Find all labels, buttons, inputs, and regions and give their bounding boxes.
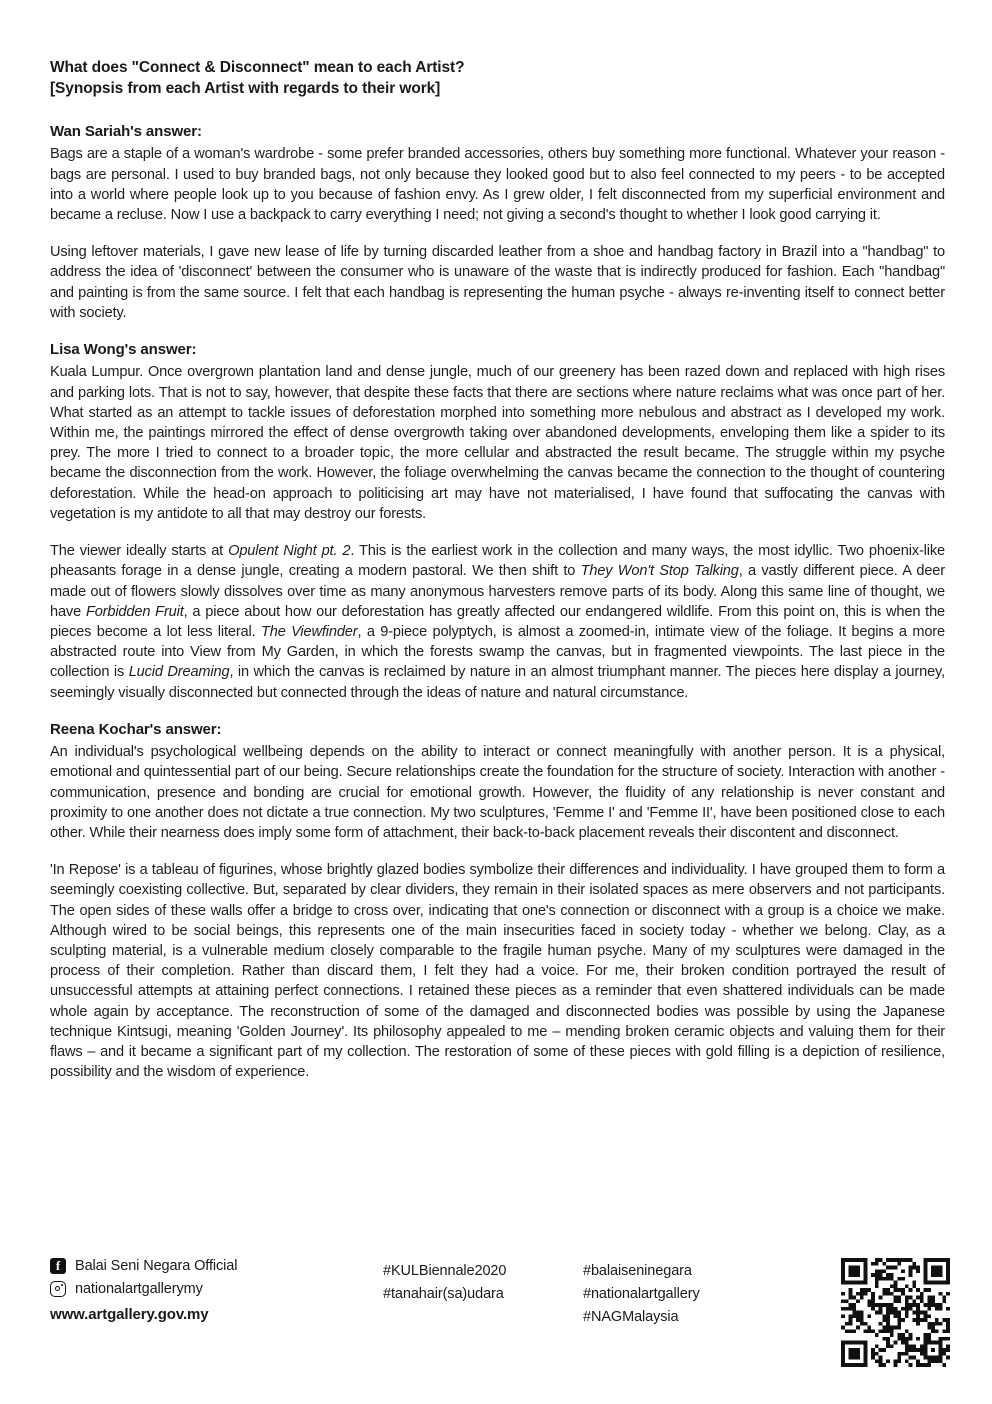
title-line-2: [Synopsis from each Artist with regards to their work] [50,79,441,97]
italic-title: Opulent Night pt. 2 [228,543,351,560]
italic-title: The Viewfinder [260,623,358,640]
hashtag: #balaiseninegara [583,1263,692,1279]
qr-code[interactable] [841,1258,950,1367]
text-run: , in which the canvas is reclaimed by nature in an almost triumphant manner. The pieces here display a journey, seemingly visually disconnected but connected through the ideas of nature and natural circumstance. [50,664,946,701]
instagram-label: nationalartgallerymy [75,1281,203,1297]
facebook-row[interactable] [50,1258,350,1274]
facebook-icon: f [50,1258,66,1274]
website-link[interactable]: www.artgallery.gov.my [50,1306,209,1323]
italic-title: Lucid Dreaming [128,664,230,681]
paragraph: Using leftover materials, I gave new lease of life by turning discarded leather from a shoe and handbag factory in Brazil into a "handbag" to address the idea of 'disconnect' between the consumer who is unaware of the waste that is indirectly produced for fashion. Each "handbag" and painting is from the same source. I felt that each handbag is representing the human psyche - always re-inventing itself to connect better with society. [50,244,945,321]
hashtag: #NAGMalaysia [583,1309,679,1326]
footer-social-column [50,1258,350,1323]
section-reena-kochar [50,720,945,1083]
section-heading: Reena Kochar's answer: [50,720,222,738]
section-wan-sariah [50,122,945,323]
text-run: . This is the earliest work in the collection and many ways, the most idyllic. Two phoenix-like pheasants forage in a dense jungle, creating a modern pastoral. We then shift to [50,543,945,580]
section-lisa-wong [50,340,945,703]
text-run: The viewer ideally starts at [50,543,229,560]
hashtag: #nationalartgallery [583,1286,700,1303]
instagram-icon [50,1281,66,1297]
text-run: , a 9-piece polyptych, is almost a zoomed-in, intimate view of the foliage. It begins a more abstracted route into View from My Garden, in which the forests swamp the canvas, but in fragmented viewpoints. The last piece in the collection is [50,623,945,681]
paragraph-rich [50,541,945,703]
footer-hashtags-column-2 [583,1260,783,1330]
footer-hashtags-column-1 [383,1260,573,1306]
page-title [50,58,945,100]
italic-title: Forbidden Fruit [85,603,184,620]
hashtag: #KULBiennale2020 [383,1263,507,1279]
text-run: , a piece about how our deforestation has greatly affected our endangered wildlife. From this point on, this is when the pieces become a lot less literal. [50,603,946,640]
paragraph: Kuala Lumpur. Once overgrown plantation land and dense jungle, much of our greenery has been razed down and replaced with high rises and parking lots. That is not to say, however, that despite these facts that there are sections where nature reclaims what was once part of her. What started as an attempt to tackle issues of deforestation morphed into something more nebulous and abstract as I developed my work. Within me, the paintings mirrored the effect of dense overgrowth taking over abandoned developments, enveloping them like a spider to its prey. The more I tried to connect to a broader topic, the more cellular and abstracted the result became. The struggle within my psyche became the disconnection from the work. However, the foliage overwhelming the canvas became the connection to the thought of countering deforestation. While the head-on approach to politicising art may have not materialised, I have found that suffocating the canvas with vegetation is my antidote to all that may destroy our forests. [50,364,945,522]
italic-title: They Won't Stop Talking [580,563,739,580]
instagram-row[interactable] [50,1281,350,1297]
facebook-label: Balai Seni Negara Official [75,1258,238,1274]
paragraph: Bags are a staple of a woman's wardrobe - some prefer branded accessories, others buy something more functional. Whatever your reason - bags are personal. I used to buy branded bags, not only because they looked good but to also feel connected to my peers - to be accepted into a world where people look up to you because of fashion envy. As I grew older, I felt disconnected from my superficial environment and became a recluse. Now I use a backpack to carry everything I need; not giving a second's thought to whether I look good carrying it. [50,146,945,223]
paragraph: 'In Repose' is a tableau of figurines, whose brightly glazed bodies symbolize their differences and individuality. I have grouped them to form a seemingly coexisting collective. But, separated by clear dividers, they remain in their isolated spaces as mere observers and not participants. The open sides of these walls offer a bridge to cross over, indicating that one's connection or disconnect with a group is a choice we make. Although wired to be social beings, this represents one of the main insecurities faced in society today - whether we belong. Clay, as a sculpting material, is a vulnerable medium closely comparable to the fragile human psyche. Many of my sculptures were damaged in the process of their completion. Rather than discard them, I felt they had a voice. For me, their broken condition portrayed the result of unsuccessful attempts at attaining perfect connections. I retained these pieces as a reminder that even shattered individuals can be made whole again by acceptance. The reconstruction of some of the damaged and disconnected bodies was possible by using the Japanese technique Kintsugi, meaning 'Golden Journey'. Its philosophy appealed to me – mending broken ceramic objects and valuing them for their flaws – and it became a significant part of my collection. The restoration of some of these pieces with gold filling is a depiction of resilience, possibility and the wisdom of experience. [50,862,945,1081]
document-content [50,58,945,1099]
footer [50,1258,945,1368]
hashtag: #tanahair(sa)udara [383,1286,504,1303]
text-run: , a vastly different piece. A deer made out of flowers slowly dissolves over time as many anonymous harvesters remove parts of its body. Along this same line of thought, we have [50,563,945,620]
section-heading: Lisa Wong's answer: [50,340,197,358]
section-heading: Wan Sariah's answer: [50,122,202,140]
paragraph: An individual's psychological wellbeing depends on the ability to interact or connect meaningfully with another person. It is a physical, emotional and quintessential part of our being. Secure relationships create the foundation for the structure of society. Interaction with another - communication, presence and bonding are crucial for emotional growth. However, the fluidity of any relationship is never constant and proximity to one another does not dictate a true connection. My two sculptures, 'Femme I' and 'Femme II', have been positioned close to each other. While their nearness does imply some form of attachment, their back-to-back placement reveals their discontent and disconnect. [50,744,945,842]
title-line-1: What does "Connect & Disconnect" mean to each Artist? [50,59,465,76]
